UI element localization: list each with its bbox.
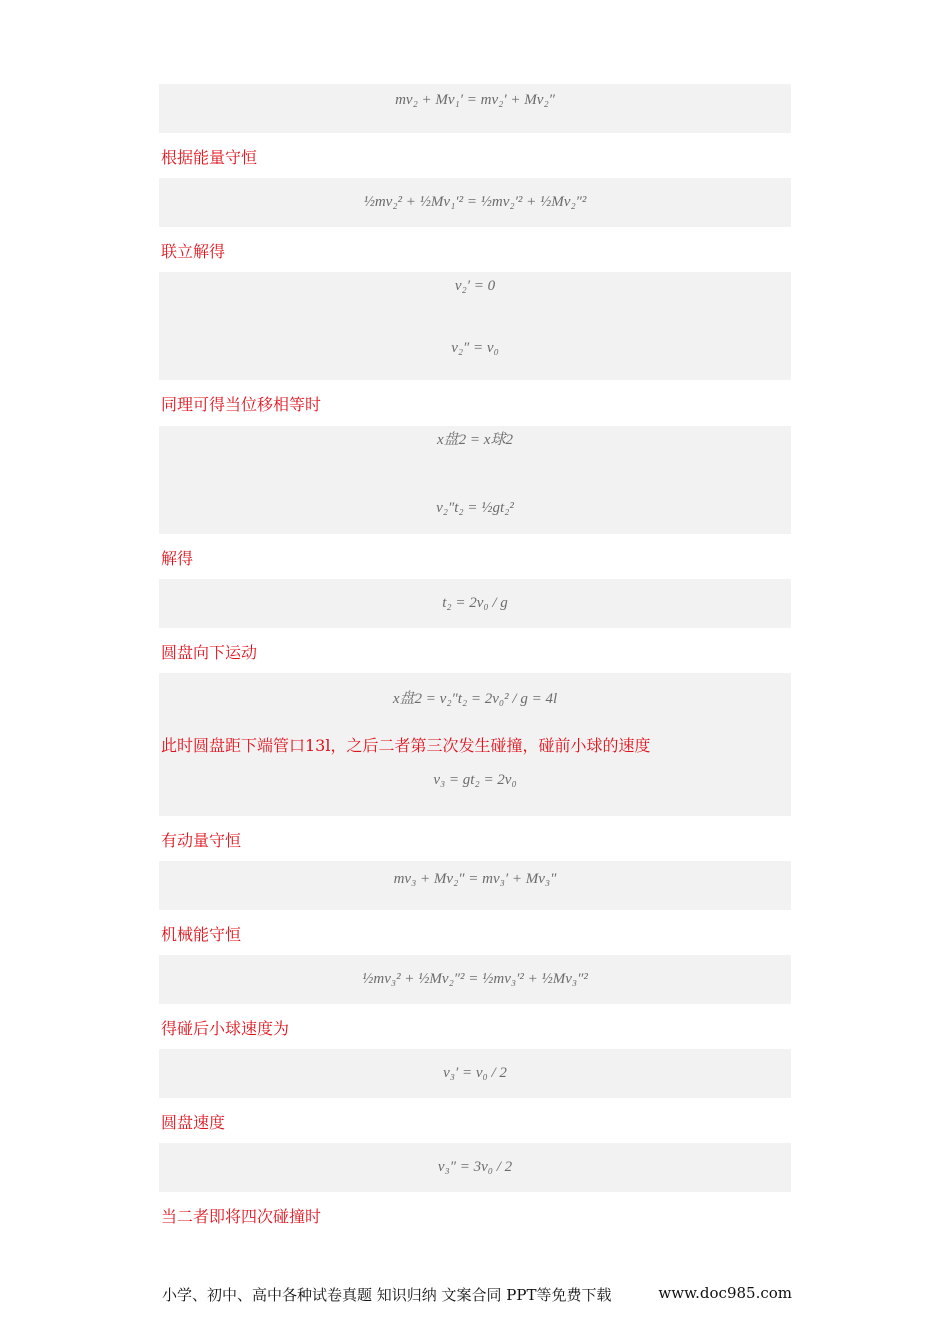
equation-box-10	[159, 1143, 791, 1192]
footer-site-link[interactable]: www.doc985.com	[658, 1284, 792, 1302]
equation: x盘2 = v₂″t₂ = 2v₀² / g = 4l	[392, 691, 558, 707]
equation-box-4	[159, 426, 791, 534]
equation-box-9	[159, 1049, 791, 1098]
equation-box-8	[159, 955, 791, 1004]
step-label: 有动量守恒	[161, 831, 242, 850]
equation-box-7	[159, 861, 791, 910]
equation: t₂ = 2v₀ / g	[442, 595, 508, 611]
equation-box-6	[159, 673, 791, 816]
equation: v₃ = gt₂ = 2v₀	[433, 772, 517, 788]
step-label: 圆盘速度	[161, 1113, 226, 1132]
equation: mv₃ + Mv₂″ = mv₃′ + Mv₃″	[393, 871, 557, 887]
equation: v₂″t₂ = ½gt₂²	[436, 500, 514, 516]
equation: v₂″ = v₀	[451, 340, 499, 356]
equation-box-5	[159, 579, 791, 628]
equation: v₂′ = 0	[454, 278, 496, 294]
step-label: 联立解得	[161, 242, 226, 261]
step-label: 得碰后小球速度为	[161, 1019, 290, 1038]
equation-box-3	[159, 272, 791, 380]
equation: v₃″ = 3v₀ / 2	[437, 1159, 513, 1175]
step-label: 解得	[161, 549, 194, 568]
equation-box-2	[159, 178, 791, 227]
footer-text: 小学、初中、高中各种试卷真题 知识归纳 文案合同 PPT等免费下载	[162, 1286, 612, 1304]
step-label: 机械能守恒	[161, 925, 242, 944]
footer	[162, 1284, 792, 1305]
equation: ½mv₃² + ½Mv₂″² = ½mv₃′² + ½Mv₃″²	[362, 971, 588, 987]
step-label: 圆盘向下运动	[161, 643, 258, 662]
step-label: 根据能量守恒	[161, 148, 258, 167]
step-label: 同理可得当位移相等时	[161, 395, 322, 414]
equation-box-1	[159, 84, 791, 133]
equation: x盘2 = x球2	[437, 432, 513, 448]
equation: mv₂ + Mv₁′ = mv₂′ + Mv₂″	[395, 92, 555, 108]
step-label: 当二者即将四次碰撞时	[161, 1207, 322, 1226]
equation: v₃′ = v₀ / 2	[443, 1065, 507, 1081]
step-label: 此时圆盘距下端管口13l，之后二者第三次发生碰撞，碰前小球的速度	[161, 736, 651, 755]
equation: ½mv₂² + ½Mv₁′² = ½mv₂′² + ½Mv₂″²	[363, 194, 587, 210]
